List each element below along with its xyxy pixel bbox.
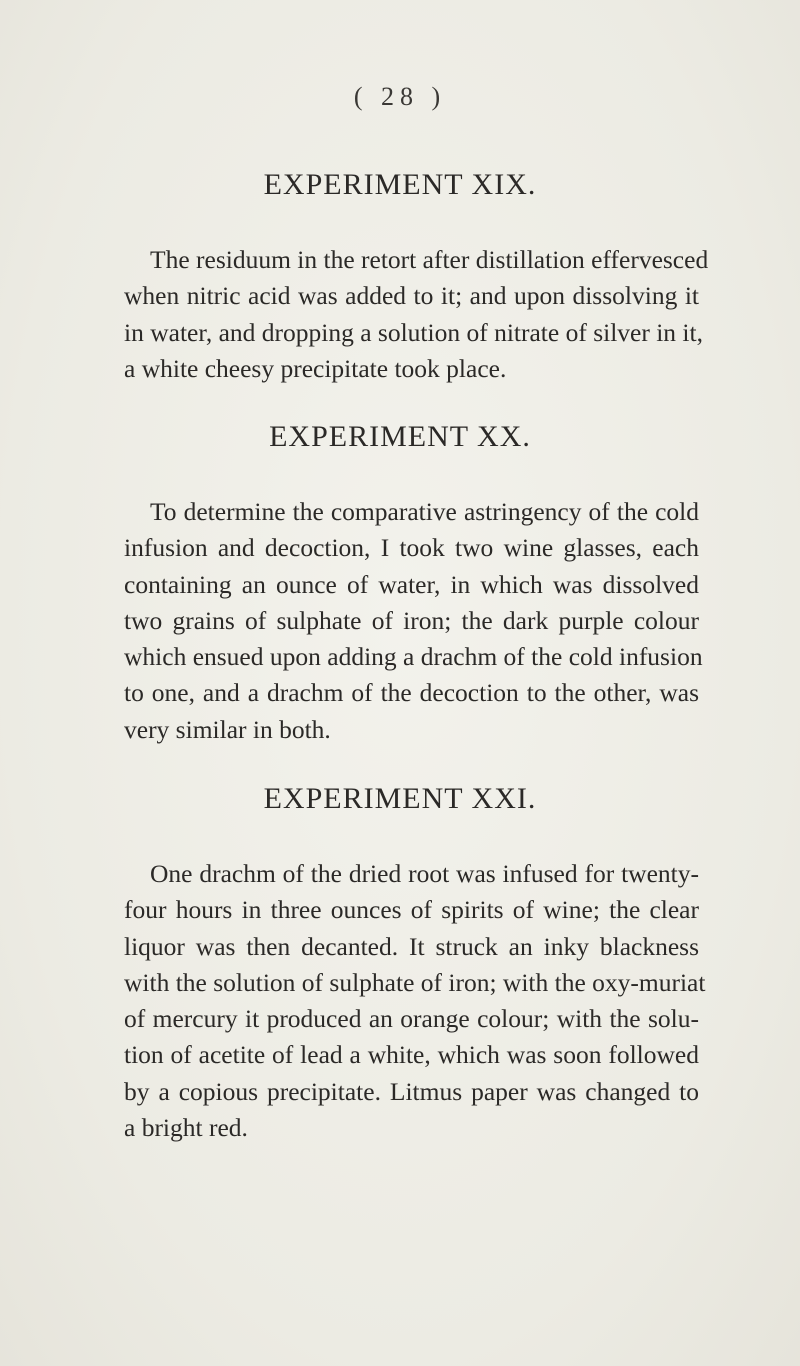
text-line: which ensued upon adding a drachm of the cold infusion xyxy=(124,642,703,672)
experiment-xxi-heading: EXPERIMENT XXI. xyxy=(263,782,537,815)
experiment-xx-text xyxy=(124,494,703,748)
text-line: by a copious precipitate. Litmus paper was changed to xyxy=(124,1076,699,1106)
text-line: a bright red. xyxy=(124,1113,248,1143)
text-line: The residuum in the retort after distillation effervesced xyxy=(150,245,709,274)
experiment-xx-heading: EXPERIMENT XX. xyxy=(269,420,531,453)
experiment-xxi-text xyxy=(124,856,706,1146)
text-line: in water, and dropping a solution of nitrate of silver in it, xyxy=(124,317,703,347)
text-line: tion of acetite of lead a white, which was soon followed xyxy=(124,1040,699,1070)
text-line: to one, and a drachm of the decoction to the other, was xyxy=(124,678,699,708)
text-line: containing an ounce of water, in which was dissolved xyxy=(124,569,699,599)
text-line: very similar in both. xyxy=(124,714,331,744)
page-number: ( 28 ) xyxy=(353,82,447,111)
text-line: when nitric acid was added to it; and upon dissolving it xyxy=(124,281,699,311)
text-line: liquor was then decanted. It struck an inky blackness xyxy=(124,931,699,961)
experiment-xix-heading: EXPERIMENT XIX. xyxy=(263,168,537,201)
text-line: of mercury it produced an orange colour; with the solu- xyxy=(124,1004,699,1034)
text-line: One drachm of the dried root was infused for twenty- xyxy=(150,859,699,888)
text-line: infusion and decoction, I took two wine glasses, each xyxy=(124,533,699,563)
text-line: a white cheesy precipitate took place. xyxy=(124,353,507,383)
text-line: To determine the comparative astringency of the cold xyxy=(150,497,699,526)
experiment-xix-text xyxy=(124,242,709,387)
text-line: two grains of sulphate of iron; the dark purple colour xyxy=(124,605,699,635)
text-line: with the solution of sulphate of iron; with the oxy-muriat xyxy=(124,967,706,997)
text-line: four hours in three ounces of spirits of wine; the clear xyxy=(124,895,699,925)
